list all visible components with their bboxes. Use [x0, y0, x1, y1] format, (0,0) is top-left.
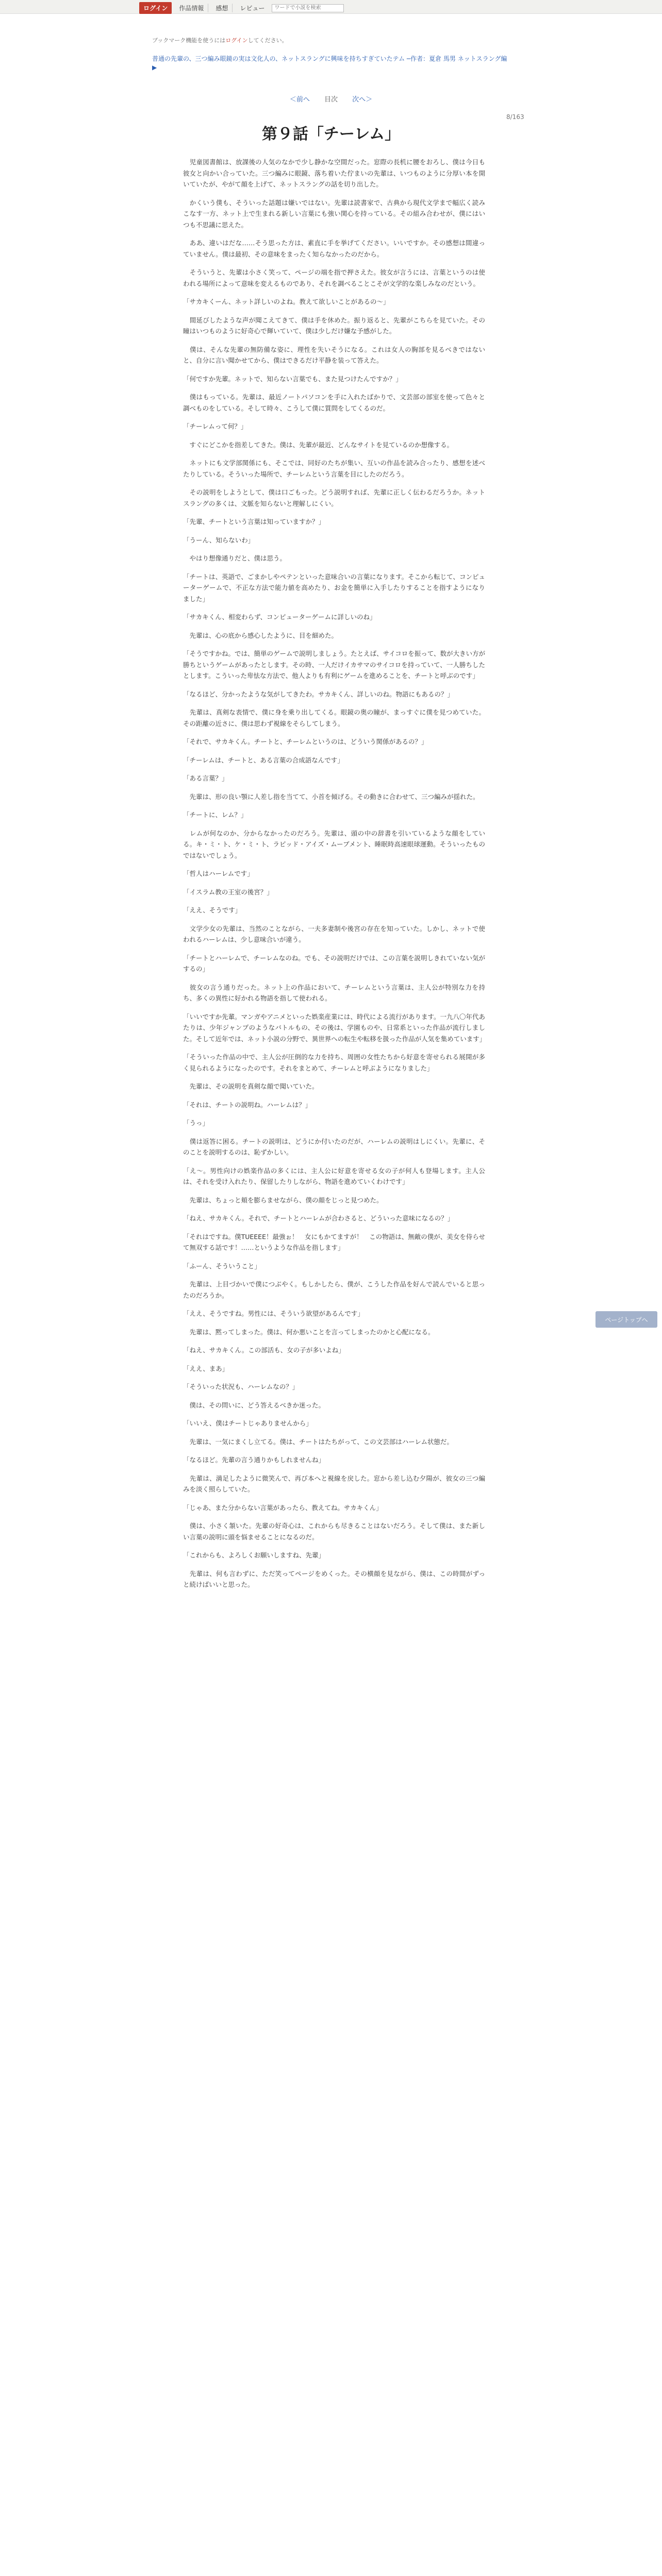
body-paragraph: 「ええ、まあ」 — [183, 1364, 229, 1372]
body-paragraph: 先輩は、満足したように微笑んで、再び本へと視線を戻した。窓から差し込む夕陽が、彼女の三つ編みを淡く照らしていた。 — [183, 1474, 485, 1493]
body-paragraph: 「ある言葉？」 — [183, 774, 228, 782]
body-paragraph: 先輩は、形の良い顎に人差し指を当てて、小首を傾げる。その動きに合わせて、三つ編みが揺れた。 — [183, 792, 479, 801]
body-paragraph: 児童図書館は、放課後の人気のなかで少し静かな空間だった。窓際の長机に腰をおろし、僕は今日も彼女と向かい合っていた。三つ編みに眼鏡、落ち着いた佇まいの先輩は、いつものように分厚い本を開いていたが、やがて顔を上げて、ネットスラングの話を切り出した。 — [183, 158, 485, 188]
toc-link[interactable]: 目次 — [324, 96, 338, 104]
page-count: 8/163 — [506, 113, 524, 121]
body-paragraph: 「じゃあ、また分からない言葉があったら、教えてね。サカキくん」 — [183, 1503, 383, 1512]
body-paragraph: かくいう僕も、そういった話題は嫌いではない。先輩は読書家で、古典から現代文学まで幅広く読みこなす一方、ネット上で生まれる新しい言葉にも強い関心を持っている。その組み合わせが、僕にはいつも不思議に思えた。 — [183, 198, 485, 229]
top-bar — [0, 0, 662, 14]
prev-link[interactable]: ＜前へ — [289, 96, 310, 104]
body-paragraph: 「チーレムは、チートと、ある言葉の合成語なんです」 — [183, 756, 344, 764]
body-paragraph: 「何ですか先輩。ネットで、知らない言葉でも、また見つけたんですか？」 — [183, 375, 402, 383]
body-paragraph: 「チーレムって何？」 — [183, 422, 247, 430]
body-paragraph: やはり想像通りだと、僕は思う。 — [183, 554, 287, 562]
body-paragraph: 「チートとハーレムで、チーレムなのね。でも、その説明だけでは、この言葉を説明しきれていない気がするの」 — [183, 954, 485, 973]
body-paragraph: 「ねえ、サカキくん。それで、チートとハーレムが合わさると、どういった意味になるの？」 — [183, 1214, 454, 1222]
body-paragraph: 「先輩、チートという言葉は知っていますか？」 — [183, 518, 325, 526]
body-paragraph: 「なるほど。先輩の言う通りかもしれませんね」 — [183, 1456, 325, 1464]
body-paragraph: 先輩は、心の底から感心したように、目を細めた。 — [183, 631, 338, 639]
body-paragraph: 先輩は、上目づかいで僕につぶやく。もしかしたら、僕が、こうした作品を好んで読んでいると思ったのだろうか。 — [183, 1280, 485, 1299]
body-paragraph: 「それは、チートの説明ね。ハーレムは？」 — [183, 1100, 312, 1109]
login-button[interactable]: ログイン — [139, 2, 172, 14]
body-paragraph: 「そうですかね。では、簡単のゲームで説明しましょう。たとえば、サイコロを振って、数が大きい方が勝ちというゲームがあったとします。その時、一人だけイカサマのサイコロを持っていて、一人勝ちしたとします。こういった卑怯な方法で、他人よりも有利にゲームを進めることを、チートと呼ぶのです」 — [183, 650, 485, 680]
body-paragraph: 彼女の言う通りだった。ネット上の作品において、チーレムという言葉は、主人公が特別な力を持ち、多くの異性に好かれる物語を指して使われる。 — [183, 983, 485, 1002]
nav-item-info[interactable]: 作品情報 — [175, 4, 208, 12]
body-paragraph: 「サカキくーん、ネット詳しいのよね。教えて欲しいことがあるの～」 — [183, 298, 390, 306]
body-paragraph: 先輩は、ちょっと頬を膨らませながら、僕の顔をじっと見つめた。 — [183, 1196, 383, 1204]
chapter-title: 第９話「チーレム」 — [261, 125, 401, 143]
body-paragraph: その説明をしようとして、僕は口ごもった。どう説明すれば、先輩に正しく伝わるだろうか。ネットスラングの多くは、文脈を知らないと理解しにくい。 — [183, 488, 485, 507]
notice-suffix: してください。 — [247, 37, 288, 44]
body-paragraph: 「サカキくん、相変わらず、コンピューターゲームに詳しいのね」 — [183, 613, 376, 621]
notice-login-link[interactable]: ログイン — [225, 37, 248, 44]
pager-top — [0, 94, 662, 104]
body-paragraph: 「なるほど、分かったような気がしてきたわ。サカキくん、詳しいのね。物語にもあるの？」 — [183, 690, 454, 698]
body-paragraph: 「え～。男性向けの娯楽作品の多くには、主人公に好意を寄せる女の子が何人も登場します。主人公は、それを受け入れたり、保留したりしながら、物語を進めていくわけです」 — [183, 1166, 485, 1185]
body-paragraph: 「うーん、知らないわ」 — [183, 536, 255, 544]
body-paragraph: 「ええ、そうです」 — [183, 906, 242, 914]
body-paragraph: 間延びしたような声が聞こえてきて、僕は手を休めた。振り返ると、先輩がこちらを見ていた。その瞳はいつものように好奇心で輝いていて、僕は少しだけ嫌な予感がした。 — [183, 316, 485, 335]
body-paragraph: 先輩は、その説明を真剣な顔で聞いていた。 — [183, 1082, 319, 1090]
body-paragraph: すぐにどこかを指差してきた。僕は、先輩が最近、どんなサイトを見ているのか想像する。 — [183, 440, 454, 449]
body-paragraph: 「チートに、レム？」 — [183, 811, 247, 819]
body-paragraph: 「ええ、そうですね。男性には、そういう欲望があるんです」 — [183, 1310, 364, 1317]
body-paragraph: 僕は、その問いに、どう答えるべきか迷った。 — [183, 1401, 325, 1409]
body-paragraph: 先輩は、黙ってしまった。僕は、何か悪いことを言ってしまったのかと心配になる。 — [183, 1328, 435, 1336]
body-paragraph: 僕は返答に困る。チートの説明は、どうにか付いたのだが、ハーレムの説明はしにくい。先輩に、そのことを説明するのは、恥ずかしい。 — [183, 1137, 485, 1156]
body-paragraph: 僕は、小さく頷いた。先輩の好奇心は、これからも尽きることはないだろう。そして僕は、また新しい言葉の説明に頭を悩ませることになるのだ。 — [183, 1522, 485, 1541]
body-paragraph: 「そういった状況も、ハーレムなの？」 — [183, 1383, 299, 1391]
next-link[interactable]: 次へ＞ — [352, 96, 373, 104]
body-paragraph: 文学少女の先輩は、当然のことながら、一夫多妻制や後宮の存在を知っていた。しかし、ネットで使われるハーレムは、少し意味合いが違う。 — [183, 924, 485, 943]
body-paragraph: 「そういった作品の中で、主人公が圧倒的な力を持ち、周囲の女性たちから好意を寄せられる展開が多く見られるようになったのです。それをまとめて、チーレムと呼ぶようになりました」 — [183, 1053, 485, 1072]
search-input[interactable] — [272, 4, 344, 12]
body-paragraph: レムが何なのか、分からなかったのだろう。先輩は、頭の中の辞書を引いているような顔をしている。キ・ミ・ト、ケ・ミ・ト、ラピッド・アイズ・ムーブメント、睡眠時高速眼球運動。そういったものではないでしょう。 — [183, 829, 485, 859]
body-paragraph: 「哲人はハーレムです」 — [183, 870, 254, 877]
body-paragraph: 「イスラム教の王室の後宮？」 — [183, 888, 273, 896]
breadcrumb[interactable]: 普通の先輩の、三つ編み眼鏡の実は文化人の、ネットスラングに興味を持ちすぎていたテム ─作者：夏倉 馬男 ネットスラング編 ▶ — [152, 55, 507, 71]
body-paragraph: そういうと、先輩は小さく笑って、ページの端を指で押さえた。彼女が言うには、言葉というのは使われる場所によって意味を変えるものであり、それを調べることこそが文学的な楽しみなのだという。 — [183, 268, 485, 287]
body-paragraph: 先輩は、真剣な表情で、僕に身を乗り出してくる。眼鏡の奥の瞳が、まっすぐに僕を見つめていた。その距離の近さに、僕は思わず視線をそらしてしまう。 — [183, 708, 485, 727]
bookmark-notice — [152, 36, 288, 44]
body-paragraph: 「いいえ、僕はチートじゃありませんから」 — [183, 1419, 312, 1427]
body-paragraph: 先輩は、何も言わずに、ただ笑ってページをめくった。その横顔を見ながら、僕は、この時間がずっと続けばいいと思った。 — [183, 1569, 485, 1588]
body-paragraph: 「ねえ、サカキくん。この部活も、女の子が多いよね」 — [183, 1346, 345, 1354]
body-paragraph: 「いいですか先輩。マンガやアニメといった娯楽産業には、時代による流行があります。一九八〇年代あたりは、少年ジャンプのようなバトルもの、その後は、学園ものや、日常系といった作品が流行しました。そして近年では、ネット小説の分野で、異世界への転生や転移を扱った作品が人気を集めています」 — [183, 1012, 486, 1043]
body-paragraph: 先輩は、一気にまくし立てる。僕は、チートはたちがって、この文芸部はハーレム状態だ。 — [183, 1437, 454, 1446]
page-top-button[interactable]: ページトップへ — [595, 1311, 657, 1328]
novel-body — [183, 157, 485, 1598]
body-paragraph: 「うっ」 — [183, 1119, 209, 1127]
body-paragraph: 「チートは、英語で、ごまかしやペテンといった意味合いの言葉になります。そこから転じて、コンピューターゲームで、不正な方法で能力値を高めたり、お金を簡単に入手したりすることを指すようになりました」 — [183, 572, 485, 603]
top-bar-inner — [139, 2, 344, 14]
body-paragraph: 「それで、サカキくん。チートと、チーレムというのは、どういう関係があるの？」 — [183, 738, 428, 745]
notice-prefix: ブックマーク機能を使うには — [152, 37, 226, 44]
body-paragraph: 僕はもっている。先輩は、最近ノートパソコンを手に入れたばかりで、文芸部の部室を使って色々と調べものをしている。そして時々、こうして僕に質問をしてくるのだ。 — [183, 393, 485, 412]
body-paragraph: 「これからも、よろしくお願いしますね、先輩」 — [183, 1551, 325, 1559]
nav-item-impressions[interactable]: 感想 — [211, 4, 233, 12]
body-paragraph: 「それはですね。僕TUEEEE！最強ぉ！ 女にもかてますが！ この物語は、無敵の僕が、美女を侍らせて無双する話です！……というような作品を指します」 — [183, 1232, 485, 1251]
body-paragraph: ネットにも文学部関係にも、そこでは、同好のたちが集い、互いの作品を読み合ったり、感想を述べたりしている。そういった場所で、チーレムという言葉を目にしたのだろう。 — [183, 459, 485, 478]
body-paragraph: 「ふーん、そういうこと」 — [183, 1262, 261, 1270]
nav-item-review[interactable]: レビュー — [240, 5, 265, 12]
body-paragraph: ああ、違いはだな……そう思った方は、素直に手を挙げてください。いいですか。その感想は間違っていません。僕は最初、その意味をまったく知らなかったのだから。 — [183, 239, 485, 258]
body-paragraph: 僕は、そんな先輩の無防備な姿に、理性を失いそうになる。これは女人の胸部を見るべきではないと、自分に言い聞かせてから、僕はできるだけ平静を装って答えた。 — [183, 345, 485, 364]
